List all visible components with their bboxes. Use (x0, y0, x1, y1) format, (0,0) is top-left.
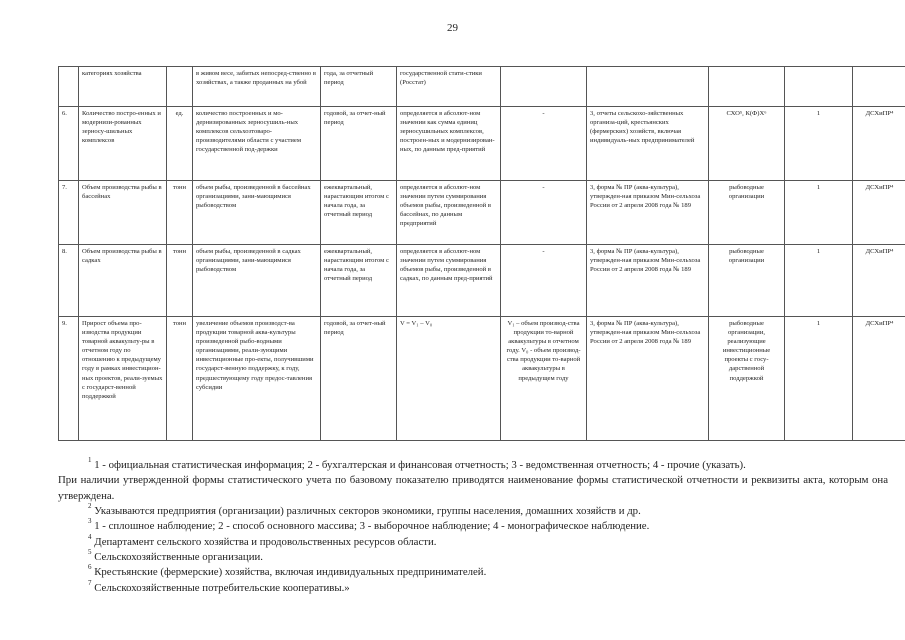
cell-collection: 1 (785, 317, 853, 441)
cell-periodicity: годовой, за отчет-ный период (321, 107, 397, 181)
cell-definition: количество построенных и мо-дернизированных зерносушиль-ных комплексов сельхозтоваро-производителями области с участием государственной под-держки (193, 107, 321, 181)
table-row (59, 245, 905, 317)
cell-responsible (853, 67, 905, 107)
cell-indicator: Объем производства рыбы в садках (79, 245, 167, 317)
cell-definition: объем рыбы, произведенной в бассейнах организациями, зани-мающимися рыбоводством (193, 181, 321, 245)
cell-unit: тонн (167, 245, 193, 317)
cell-definition: в живом весе, забитых непосред-ственно в хозяйствах, а также проданных на убой (193, 67, 321, 107)
footnote-2: $^2$ Указываются предприятия (организации) различных секторов экономики, группы населения, домашних хозяйств и др. (88, 501, 641, 517)
cell-method: определяется в абсолют-ном значении путем суммирования объемов рыбы, произведенной в бассейнах, по данным предприятий (397, 181, 501, 245)
cell-formula-desc: V₁ – объем производ-ства продукции то-варной аквакультуры в отчетном году. V₀ - объем производ-ства продукции то-варной аквакультуры в предыдущем году (501, 317, 587, 441)
cell-periodicity: годовой, за отчет-ный период (321, 317, 397, 441)
cell-source: 3, форма № ПР (аква-культура), утвержден-ная приказом Мин-сельхоза России от 2 апреля 2008 года № 189 (587, 245, 709, 317)
page-number: 29 (447, 22, 458, 34)
footnote-3: $^3$ 1 - сплошное наблюдение; 2 - способ основного массива; 3 - выборочное наблюдение; 4 - монографическое наблюдение. (88, 517, 650, 533)
cell-indicator: Количество постро-енных и модернизи-рованных зерносу-шильных комплексов (79, 107, 167, 181)
table-row (59, 181, 905, 245)
cell-formula-desc: - (501, 107, 587, 181)
cell-units-obs: рыбоводные организации, реализующие инвестиционные проекты с госу-дарственной поддержкой (709, 317, 785, 441)
cell-responsible: ДСХиПР⁴ (853, 317, 905, 441)
table-row (59, 107, 905, 181)
cell-periodicity: ежеквартальный, нарастающим итогом с начала года, за отчетный период (321, 181, 397, 245)
cell-responsible: ДСХиПР⁴ (853, 245, 905, 317)
cell-collection: 1 (785, 107, 853, 181)
cell-units-obs: СХО⁵, К(Ф)Х⁶ (709, 107, 785, 181)
cell-source (587, 67, 709, 107)
cell-collection: 1 (785, 245, 853, 317)
table-row (59, 67, 905, 107)
footnotes (58, 456, 888, 596)
cell-collection: 1 (785, 181, 853, 245)
cell-method: определяется в абсолют-ном значении как сумма единиц зерносушильных комплексов, построен-ных и модернизирован-ных, по данным пред-приятий (397, 107, 501, 181)
cell-indicator: Прирост объема про-изводства продукции товарной аквакульту-ры в отчетном году по отношению к предыдущему году в рамках инвестицион-ных проектов, реали-зуемых с государст-венной поддержкой (79, 317, 167, 441)
cell-source: 3, форма № ПР (аква-культура), утвержден-ная приказом Мин-сельхоза России от 2 апреля 2008 года № 189 (587, 181, 709, 245)
footnote-5: $^5$ Сельскохозяйственные организации. (88, 547, 263, 563)
cell-unit: тонн (167, 317, 193, 441)
cell-source: 3, форма № ПР (аква-культура), утвержден-ная приказом Мин-сельхоза России от 2 апреля 2008 года № 189 (587, 317, 709, 441)
cell-responsible: ДСХиПР⁴ (853, 181, 905, 245)
footnote-4: $^4$ Департамент сельского хозяйства и продовольственных ресурсов области. (88, 532, 437, 548)
cell-source: 3, отчеты сельскохо-зяйственных организа-ций, крестьянских (фермерских) хозяйств, включая индивидуаль-ных предпринимателей (587, 107, 709, 181)
cell-unit (167, 67, 193, 107)
footnote-1: $^1$ 1 - официальная статистическая информация; 2 - бухгалтерская и финансовая отчетность; 3 - ведомственная отчетность; 4 - прочие (указать). (88, 456, 746, 471)
footnote-1-continuation: При наличии утвержденной формы статистического учета по базовому показателю приводятся наименование формы статистической отчетности и реквизиты акта, которым она утверждена. (58, 474, 888, 502)
cell-method: определяется в абсолют-ном значении путем суммирования объемов рыбы, произведенной в садках, по данным пред-приятий (397, 245, 501, 317)
cell-num: 7. (59, 181, 79, 245)
cell-method: V = V₁ – V₀ (397, 317, 501, 441)
cell-num: 8. (59, 245, 79, 317)
cell-definition: объем рыбы, произведенной в садках организациями, зани-мающимися рыбоводством (193, 245, 321, 317)
cell-units-obs (709, 67, 785, 107)
cell-units-obs: рыбоводные организации (709, 245, 785, 317)
cell-formula-desc (501, 67, 587, 107)
cell-num: 6. (59, 107, 79, 181)
cell-method: государственной стати-стики (Росстат) (397, 67, 501, 107)
footnote-7: $^7$ Сельскохозяйственные потребительские кооперативы.» (88, 578, 350, 594)
table-row (59, 317, 905, 441)
cell-indicator: Объем производства рыбы в бассейнах (79, 181, 167, 245)
cell-indicator: категориях хозяйства (79, 67, 167, 107)
indicators-table (58, 66, 905, 441)
cell-periodicity: ежеквартальный, нарастающим итогом с начала года, за отчетный период (321, 245, 397, 317)
cell-formula-desc: - (501, 181, 587, 245)
cell-collection (785, 67, 853, 107)
cell-num (59, 67, 79, 107)
cell-responsible: ДСХиПР⁴ (853, 107, 905, 181)
cell-units-obs: рыбоводные организации (709, 181, 785, 245)
cell-periodicity: года, за отчетный период (321, 67, 397, 107)
footnote-6: $^6$ Крестьянские (фермерские) хозяйства, включая индивидуальных предпринимателей. (88, 563, 487, 579)
cell-formula-desc: - (501, 245, 587, 317)
cell-unit: ед. (167, 107, 193, 181)
cell-num: 9. (59, 317, 79, 441)
cell-unit: тонн (167, 181, 193, 245)
cell-definition: увеличение объемов производст-ва продукции товарной аква-культуры произведенной рыбо-водными организациями, реали-зующими инвестиционные про-екты, получившими государст-венную поддержку, к году, предшествующему году предос-тавления субсидии (193, 317, 321, 441)
